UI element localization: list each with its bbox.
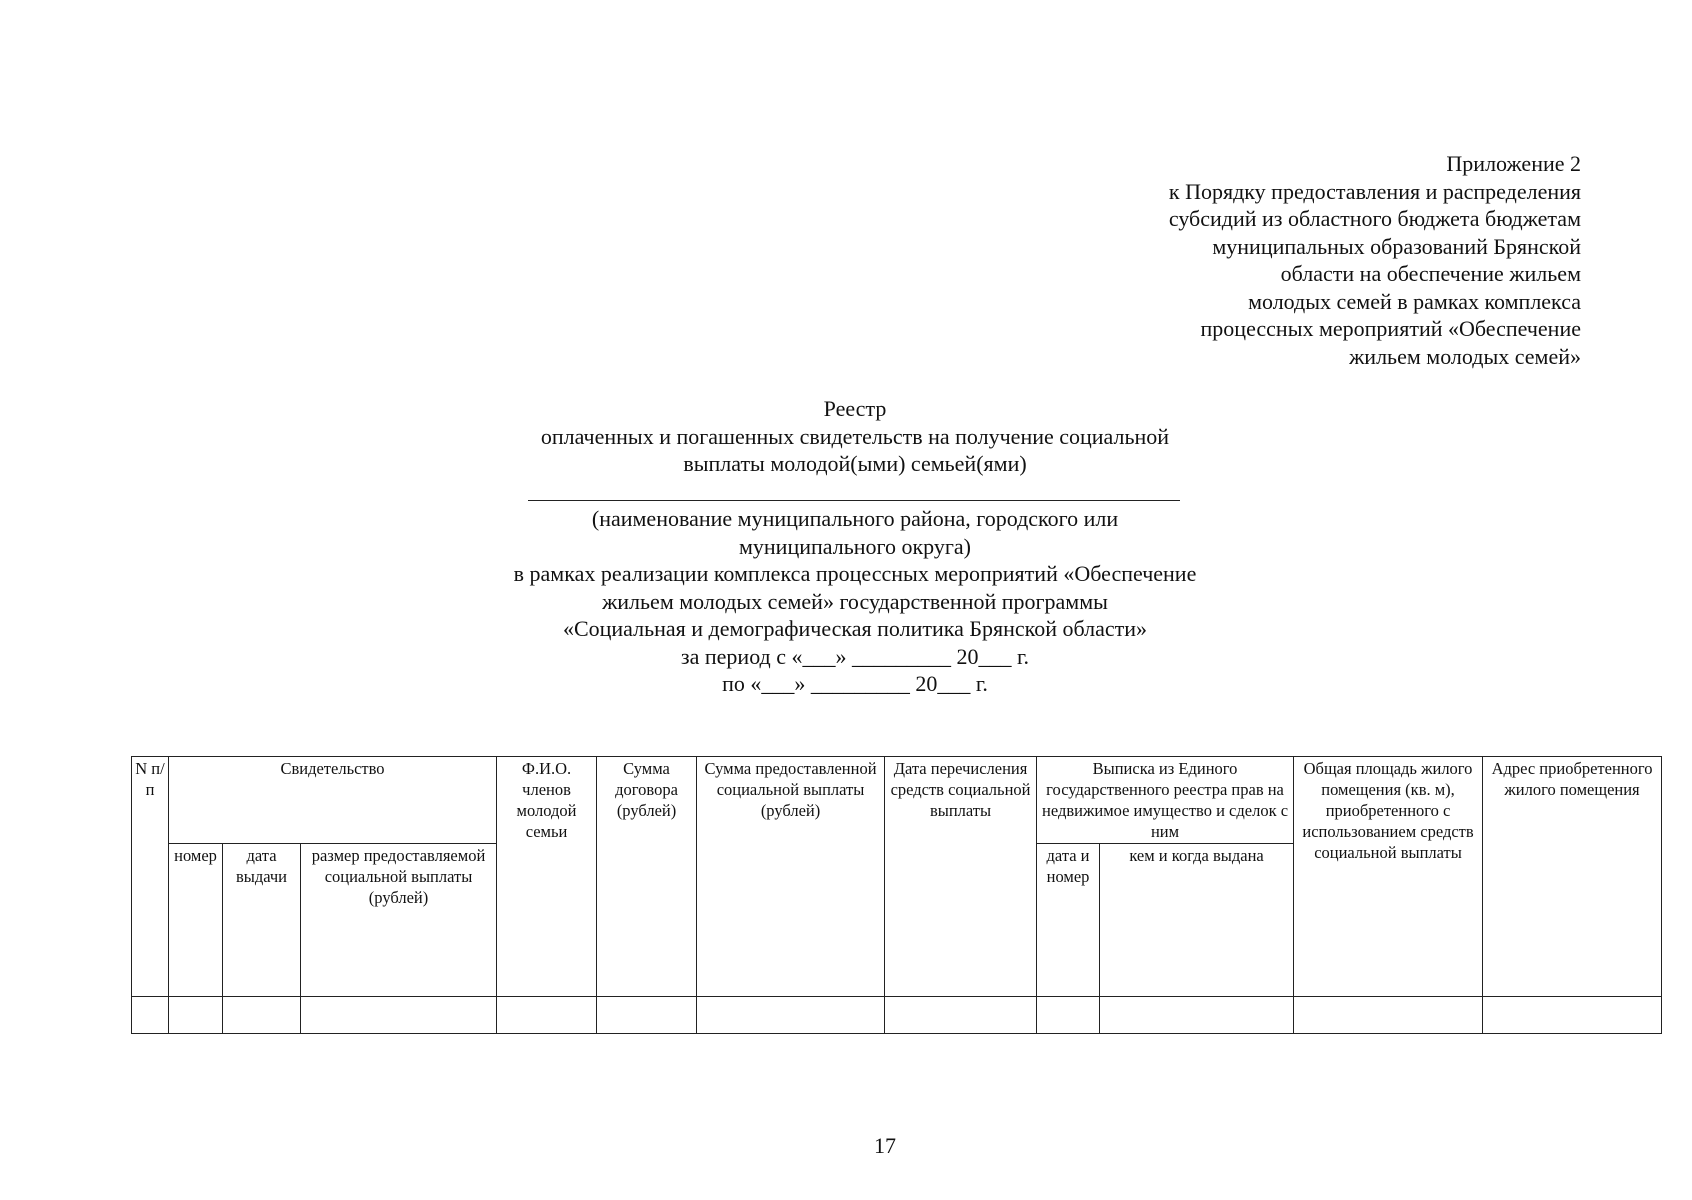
appendix-line: молодых семей в рамках комплекса — [1248, 288, 1581, 314]
header-number: N п/п — [132, 757, 169, 997]
table-cell — [301, 997, 497, 1034]
header-family-members: Ф.И.О. членов молодой семьи — [497, 757, 597, 997]
registry-table — [131, 756, 1662, 1034]
appendix-header — [961, 150, 1581, 370]
municipality-hint: (наименование муниципального района, городского или — [591, 506, 1119, 531]
table-cell — [697, 997, 885, 1034]
header-transfer-date: Дата перечисления средств социальной выплаты — [885, 757, 1037, 997]
program-text: «Социальная и демографическая политика Брянской области» — [562, 616, 1148, 641]
program-text: жильем молодых семей» государственной программы — [602, 588, 1108, 614]
header-address: Адрес приобретенного жилого помещения — [1483, 757, 1662, 997]
document-subtitle — [360, 505, 1350, 698]
header-cert-issue-date: дата выдачи — [223, 844, 301, 997]
table-cell — [1100, 997, 1294, 1034]
header-cert-number: номер — [169, 844, 223, 997]
table-cell — [885, 997, 1037, 1034]
table-cell — [1037, 997, 1100, 1034]
header-cert-amount: размер предоставляемой социальной выплаты (рублей) — [301, 844, 497, 997]
title-line: выплаты молодой(ыми) семьей(ями) — [683, 451, 1027, 476]
table-cell — [223, 997, 301, 1034]
title-line: оплаченных и погашенных свидетельств на получение социальной — [540, 423, 1170, 449]
table-cell — [1483, 997, 1662, 1034]
appendix-line: муниципальных образований Брянской — [1212, 233, 1581, 259]
document-title — [360, 395, 1350, 478]
header-payment-sum: Сумма предоставленной социальной выплаты (рублей) — [697, 757, 885, 997]
table-cell — [497, 997, 597, 1034]
municipality-hint: муниципального округа) — [738, 533, 972, 559]
table-cell — [132, 997, 169, 1034]
table-cell — [597, 997, 697, 1034]
program-text: в рамках реализации комплекса процессных мероприятий «Обеспечение — [513, 561, 1197, 586]
header-certificate: Свидетельство — [169, 757, 497, 844]
header-area: Общая площадь жилого помещения (кв. м), приобретенного с использованием средств социальной выплаты — [1294, 757, 1483, 997]
appendix-line: процессных мероприятий «Обеспечение — [1200, 316, 1581, 341]
appendix-line: субсидий из областного бюджета бюджетам — [1168, 206, 1581, 231]
title-heading: Реестр — [823, 396, 887, 421]
header-extract-issuer: кем и когда выдана — [1100, 844, 1294, 997]
header-contract-sum: Сумма договора (рублей) — [597, 757, 697, 997]
appendix-line: жильем молодых семей» — [1349, 343, 1581, 369]
page-number: 17 — [874, 1133, 896, 1158]
municipality-blank-line — [528, 500, 1180, 501]
period-to: по «___» _________ 20___ г. — [722, 671, 988, 696]
header-extract-date-number: дата и номер — [1037, 844, 1100, 997]
period-from: за период с «___» _________ 20___ г. — [680, 643, 1030, 669]
header-registry-extract: Выписка из Единого государственного реестра прав на недвижимое имущество и сделок с ним — [1037, 757, 1294, 844]
appendix-line: области на обеспечение жильем — [1280, 261, 1581, 286]
appendix-line: к Порядку предоставления и распределения — [1168, 178, 1581, 204]
table-row — [132, 997, 1662, 1034]
appendix-line: Приложение 2 — [1446, 151, 1581, 176]
table-cell — [169, 997, 223, 1034]
table-cell — [1294, 997, 1483, 1034]
